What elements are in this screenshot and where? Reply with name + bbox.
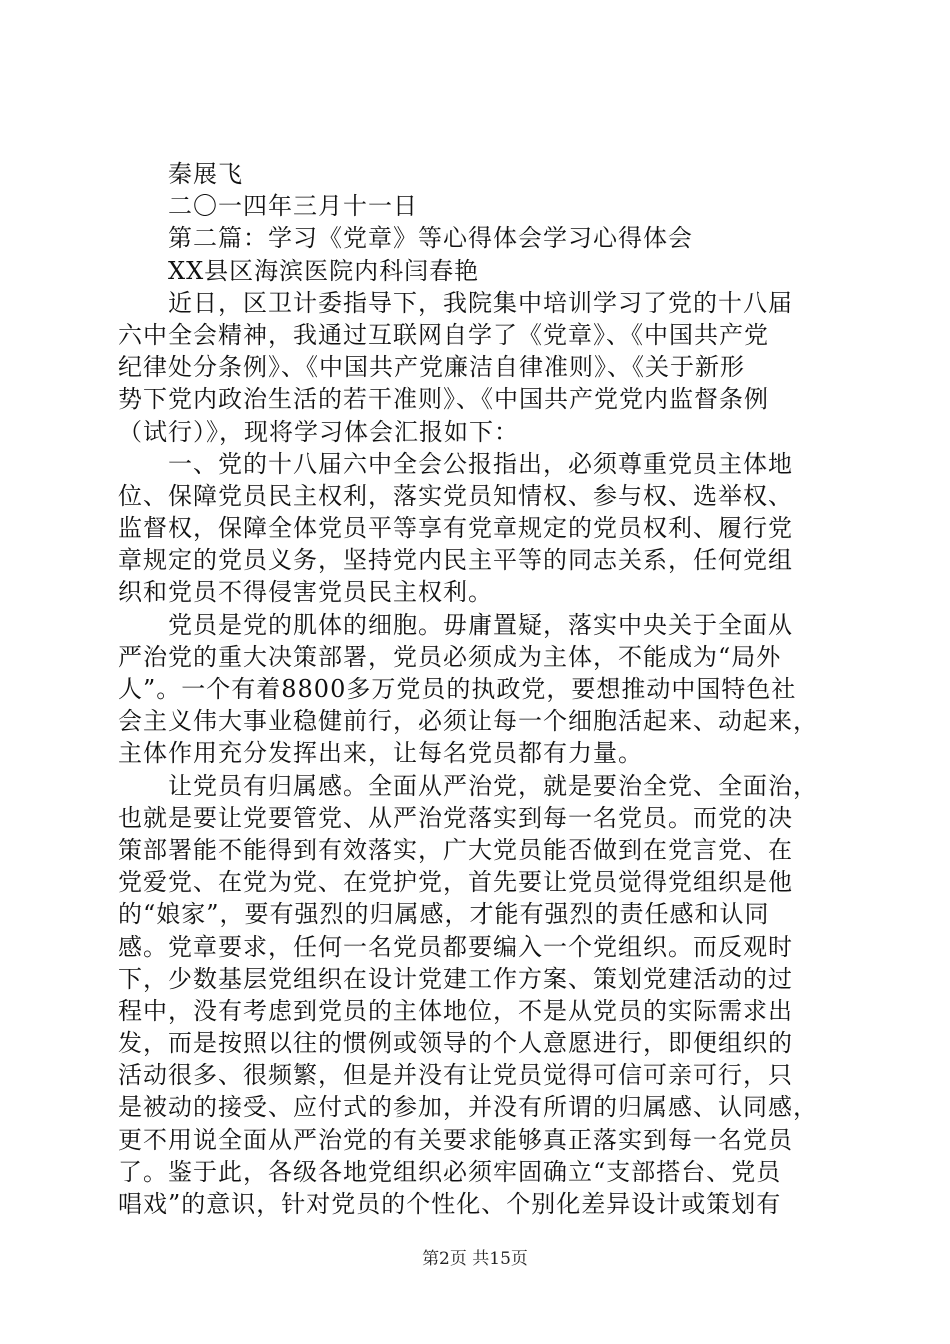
paragraph-line: 更不用说全面从严治党的有关要求能够真正落实到每一名党员	[118, 1125, 793, 1154]
author-line: 秦展飞	[168, 160, 243, 188]
paragraph-line: 了。鉴于此，各级各地党组织必须牢固确立“支部搭台、党员	[118, 1157, 782, 1186]
paragraph-line: 监督权，保障全体党员平等享有党章规定的党员权利、履行党	[118, 514, 793, 543]
paragraph-line: 让党员有归属感。全面从严治党，就是要治全党、全面治，	[168, 771, 818, 800]
paragraph-line: 发，而是按照以往的惯例或领导的个人意愿进行，即便组织的	[118, 1029, 793, 1058]
paragraph-line: 策部署能不能得到有效落实，广大党员能否做到在党言党、在	[118, 835, 793, 864]
paragraph-line: 主体作用充分发挥出来，让每名党员都有力量。	[118, 739, 643, 768]
paragraph-line: （试行）》，现将学习体会汇报如下：	[118, 417, 519, 446]
document-body	[118, 158, 830, 1220]
paragraph-line: 近日，区卫计委指导下，我院集中培训学习了党的十八届	[168, 288, 793, 317]
paragraph-line: 的“娘家”，要有强烈的归属感，才能有强烈的责任感和认同	[118, 900, 770, 929]
paragraph-line: 六中全会精神，我通过互联网自学了《党章》、《中国共产党	[118, 320, 769, 349]
paragraph-line: 感。党章要求，任何一名党员都要编入一个党组织。而反观时	[118, 932, 793, 961]
paragraph-line: 位、保障党员民主权利，落实党员知情权、参与权、选举权、	[118, 481, 793, 510]
date-line: 二〇一四年三月十一日	[168, 192, 418, 221]
section-title: 第二篇：学习《党章》等心得体会学习心得体会	[168, 224, 693, 253]
paragraph-line: 织和党员不得侵害党员民主权利。	[118, 578, 493, 607]
paragraph-line: 也就是要让党要管党、从严治党落实到每一名党员。而党的决	[118, 803, 793, 832]
paragraph-line: 程中，没有考虑到党员的主体地位，不是从党员的实际需求出	[118, 996, 793, 1025]
paragraph-line: 党员是党的肌体的细胞。毋庸置疑，落实中央关于全面从	[168, 610, 793, 639]
paragraph-line: 是被动的接受、应付式的参加，并没有所谓的归属感、认同感，	[118, 1093, 818, 1122]
paragraph-line: 势下党内政治生活的若干准则》、《中国共产党党内监督条例	[118, 385, 769, 414]
paragraph-line: 纪律处分条例》、《中国共产党廉洁自律准则》、《关于新形	[118, 353, 745, 382]
paragraph-line: 党爱党、在党为党、在党护党，首先要让党员觉得党组织是他	[118, 868, 793, 897]
paragraph-line: 严治党的重大决策部署，党员必须成为主体，不能成为“局外	[118, 642, 782, 671]
paragraph-line: 会主义伟大事业稳健前行，必须让每一个细胞活起来、动起来，	[118, 707, 818, 736]
paragraph-line: 章规定的党员义务，坚持党内民主平等的同志关系，任何党组	[118, 546, 793, 575]
paragraph-line: 唱戏”的意识，针对党员的个性化、个别化差异设计或策划有	[118, 1190, 782, 1218]
byline: XX县区海滨医院内科闫春艳	[168, 256, 480, 285]
page-number-footer: 第2页 共15页	[422, 1249, 528, 1269]
paragraph-line: 活动很多、很频繁，但是并没有让党员觉得可信可亲可行，只	[118, 1061, 793, 1090]
paragraph-line: 一、党的十八届六中全会公报指出，必须尊重党员主体地	[168, 449, 793, 478]
paragraph-line: 下，少数基层党组织在设计党建工作方案、策划党建活动的过	[118, 964, 793, 993]
paragraph-line: 人”。一个有着8800多万党员的执政党，要想推动中国特色社	[118, 675, 797, 703]
